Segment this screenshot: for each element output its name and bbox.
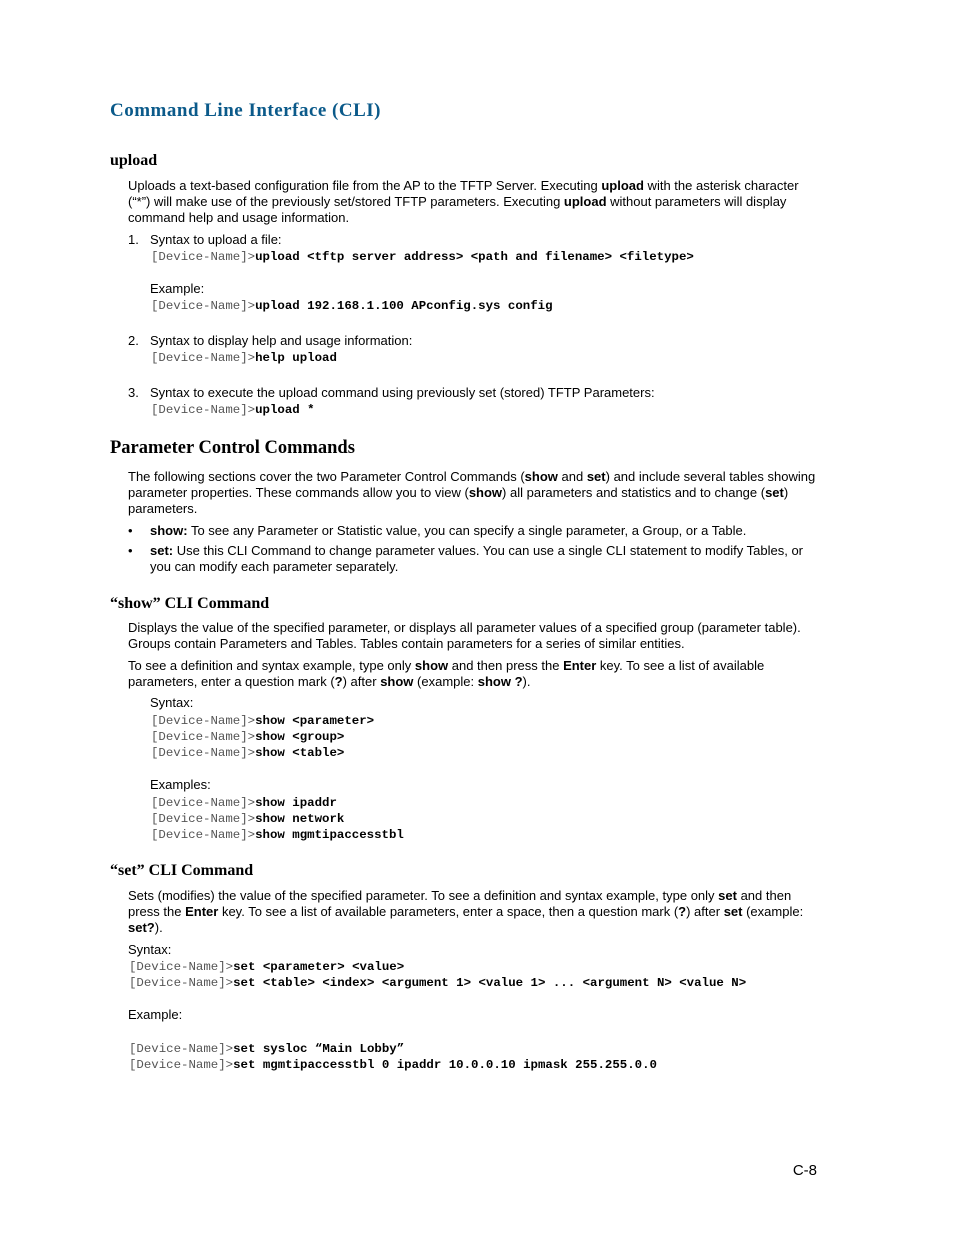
- code-line: [151, 827, 404, 843]
- code-line: [151, 811, 344, 827]
- set-syntax-label: Syntax:: [128, 942, 172, 957]
- cli-command: show ipaddr: [255, 796, 337, 810]
- text-run: ) parameters.: [128, 485, 789, 516]
- code-line: [151, 350, 337, 366]
- bold-text: set: [718, 888, 737, 903]
- upload-heading: upload: [110, 152, 158, 169]
- cli-command: set mgmtipaccesstbl 0 ipaddr 10.0.0.10 ipmask 255.255.0.0: [233, 1058, 657, 1072]
- set-example-label: Example:: [128, 1007, 183, 1022]
- cli-prompt: [Device-Name]>: [151, 714, 256, 728]
- upload-intro: [128, 178, 818, 226]
- text-run: ).: [522, 674, 531, 689]
- text-run: and: [557, 469, 587, 484]
- bullet-text: [150, 523, 818, 539]
- cli-command: show <parameter>: [255, 714, 375, 728]
- step-text: Syntax to execute the upload command using previously set (stored) TFTP Parameters:: [150, 385, 655, 400]
- cli-command: set <parameter> <value>: [233, 960, 405, 974]
- text-run: Use this CLI Command to change parameter values. You can use a single CLI statement to modify Tables, or you can modify each parameter separately.: [150, 543, 804, 574]
- text-run: and then press the: [128, 888, 792, 919]
- param-intro: [128, 469, 818, 517]
- cli-prompt: [Device-Name]>: [151, 828, 256, 842]
- cli-prompt: [Device-Name]>: [129, 960, 234, 974]
- code-line: [129, 959, 404, 975]
- cli-command: set <table> <index> <argument 1> <value 1> ... <argument N> <value N>: [233, 976, 747, 990]
- show-examples-label: Examples:: [150, 777, 211, 792]
- cli-command: show mgmtipaccesstbl: [255, 828, 404, 842]
- step-text: Syntax to display help and usage information:: [150, 333, 413, 348]
- bold-text: show ?: [477, 674, 523, 689]
- code-line: [151, 249, 694, 265]
- bold-text: show:: [150, 523, 188, 538]
- code-line: [151, 745, 344, 761]
- show-syntax-label: Syntax:: [150, 695, 194, 710]
- text-run: Displays the value of the specified parameter, or displays all parameter values of a specified group (parameter table). Groups contain Parameters and Tables. Tables contain parameters for a series of similar entities.: [128, 620, 801, 651]
- cli-prompt: [Device-Name]>: [151, 796, 256, 810]
- text-run: without parameters will display command help and usage information.: [128, 194, 787, 225]
- cli-prompt: [Device-Name]>: [151, 299, 256, 313]
- bold-text: show: [468, 485, 503, 500]
- set-heading: “set” CLI Command: [110, 862, 254, 879]
- bullet-text: [150, 543, 818, 575]
- bold-text: set: [765, 485, 784, 500]
- step-number: 1.: [128, 232, 139, 247]
- step-number: 2.: [128, 333, 139, 348]
- text-run: (example:: [742, 904, 804, 919]
- bold-text: ?: [678, 904, 687, 919]
- bold-text: show: [380, 674, 414, 689]
- bold-text: show: [414, 658, 449, 673]
- cli-prompt: [Device-Name]>: [129, 1058, 234, 1072]
- code-line: [151, 402, 315, 418]
- bold-text: ?: [334, 674, 343, 689]
- cli-command: show network: [255, 812, 345, 826]
- cli-prompt: [Device-Name]>: [151, 250, 256, 264]
- text-run: ) after: [686, 904, 724, 919]
- cli-command: upload <tftp server address> <path and filename> <filetype>: [255, 250, 694, 264]
- page-number: C-8: [792, 1162, 817, 1179]
- bold-text: set?: [128, 920, 155, 935]
- cli-command: upload 192.168.1.100 APconfig.sys config: [255, 299, 553, 313]
- bullet-marker: •: [128, 543, 133, 558]
- bold-text: Enter: [563, 658, 597, 673]
- cli-prompt: [Device-Name]>: [151, 403, 256, 417]
- show-para-1: [128, 620, 818, 652]
- text-run: To see a definition and syntax example, type only: [128, 658, 415, 673]
- bold-text: Enter: [185, 904, 219, 919]
- text-run: and then press the: [448, 658, 564, 673]
- step-number: 3.: [128, 385, 139, 400]
- code-line: [129, 1057, 657, 1073]
- bold-text: set: [723, 904, 743, 919]
- text-run: ) and include several tables showing parameter properties. These commands allow you to view (: [128, 469, 816, 500]
- cli-command: show <group>: [255, 730, 345, 744]
- show-para-2: [128, 658, 818, 690]
- bold-text: show: [524, 469, 558, 484]
- step-text: Syntax to upload a file:: [150, 232, 282, 247]
- cli-prompt: [Device-Name]>: [129, 976, 234, 990]
- code-line: [151, 729, 344, 745]
- text-run: To see any Parameter or Statistic value, you can specify a single parameter, a Group, or a Table.: [187, 523, 747, 538]
- cli-command: set sysloc “Main Lobby”: [233, 1042, 405, 1056]
- code-line: [151, 795, 337, 811]
- text-run: Sets (modifies) the value of the specified parameter. To see a definition and syntax example, type only: [128, 888, 719, 903]
- page-title: Command Line Interface (CLI): [110, 100, 382, 121]
- bold-text: set: [586, 469, 606, 484]
- bold-text: upload: [601, 178, 644, 193]
- cli-prompt: [Device-Name]>: [151, 351, 256, 365]
- code-line: [151, 298, 553, 314]
- text-run: key. To see a list of available parameters, enter a space, then a question mark (: [218, 904, 679, 919]
- text-run: with the asterisk character (“*”) will make use of the previously set/stored TFTP parameters. Executing: [128, 178, 799, 209]
- text-run: The following sections cover the two Parameter Control Commands (: [128, 469, 525, 484]
- code-line: [151, 713, 374, 729]
- code-line: [129, 975, 746, 991]
- text-run: key. To see a list of available parameters, enter a question mark (: [128, 658, 765, 689]
- cli-prompt: [Device-Name]>: [151, 812, 256, 826]
- show-heading: “show” CLI Command: [110, 595, 270, 612]
- cli-command: help upload: [255, 351, 337, 365]
- set-para: [128, 888, 818, 936]
- bold-text: upload: [563, 194, 607, 209]
- text-run: ) all parameters and statistics and to change (: [502, 485, 766, 500]
- bullet-marker: •: [128, 523, 133, 538]
- upload-example-label: Example:: [150, 281, 205, 296]
- code-line: [129, 1041, 404, 1057]
- bold-text: set:: [150, 543, 174, 558]
- cli-prompt: [Device-Name]>: [151, 730, 256, 744]
- cli-prompt: [Device-Name]>: [151, 746, 256, 760]
- cli-prompt: [Device-Name]>: [129, 1042, 234, 1056]
- text-run: (example:: [413, 674, 478, 689]
- cli-command: show <table>: [255, 746, 345, 760]
- text-run: ) after: [342, 674, 381, 689]
- text-run: Uploads a text-based configuration file from the AP to the TFTP Server. Executing: [128, 178, 602, 193]
- cli-command: upload *: [255, 403, 315, 417]
- param-heading: Parameter Control Commands: [110, 438, 355, 458]
- text-run: ).: [154, 920, 163, 935]
